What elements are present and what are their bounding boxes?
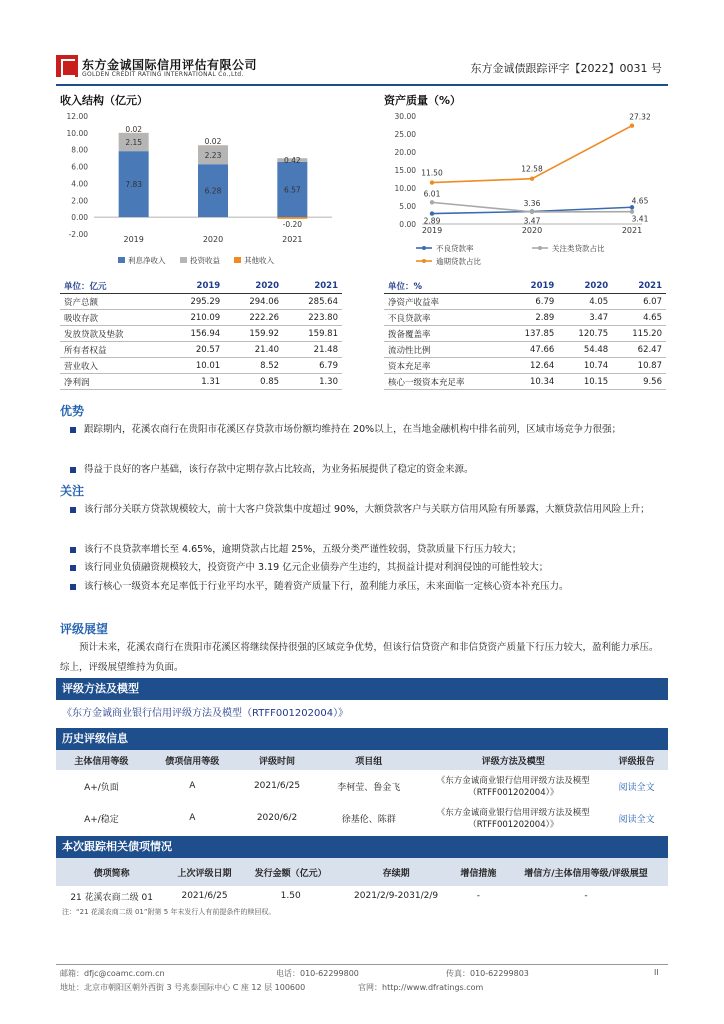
income-structure-chart: [56, 108, 346, 270]
unit-label: 单位：%: [384, 278, 505, 294]
series-line: [432, 126, 632, 183]
legend-label: 不良贷款率: [436, 244, 474, 253]
data-label: 3.47: [523, 216, 541, 226]
year-header: 2019: [505, 278, 559, 294]
col-header: 评级时间: [238, 750, 317, 770]
concerns-heading: 关注: [60, 484, 85, 498]
data-label: 0.02: [204, 137, 222, 147]
asset-chart-title: 资产质量（%）: [384, 94, 462, 107]
cell-value: 47.66: [505, 342, 559, 358]
table-row: [60, 294, 342, 310]
company-name-en: GOLDEN CREDIT RATING INTERNATIONAL Co.,Ltd.: [82, 71, 244, 78]
cell-value: 2.89: [505, 310, 559, 326]
year-header: 2020: [224, 278, 283, 294]
col-header: 增信措施: [453, 858, 504, 886]
table-row: [384, 326, 666, 342]
data-point: [430, 180, 434, 184]
row-label: 所有者权益: [60, 342, 165, 358]
table-row: [60, 342, 342, 358]
company-logo-icon: [56, 55, 78, 77]
cell-value: 137.85: [505, 326, 559, 342]
col-header: 存续期: [339, 858, 452, 886]
cell-value: 6.07: [612, 294, 666, 310]
cell-value: A: [189, 781, 196, 791]
row-label: 吸收存款: [60, 310, 165, 326]
y-tick-label: 12.00: [66, 112, 88, 121]
row-label: 资产总额: [60, 294, 165, 310]
x-tick-label: 2019: [123, 235, 144, 244]
cell-value: 1.50: [280, 891, 301, 901]
cell-value: 《东方金诚商业银行信用评级方法及模型（RTFF001202004）》: [436, 808, 590, 830]
outlook-heading: 评级展望: [60, 622, 109, 636]
table-row: [384, 358, 666, 374]
table-row: [60, 310, 342, 326]
data-label: 0.02: [125, 124, 143, 134]
cell-value: 8.52: [224, 358, 283, 374]
bond-note: 注：“21 花溪农商二级 01”附第 5 年末发行人有前提条件的赎回权。: [62, 908, 276, 916]
row-label: 净资产收益率: [384, 294, 505, 310]
legend-swatch: [234, 257, 241, 263]
cell-value: 10.34: [505, 374, 559, 390]
footer-email: 邮箱：dfjc@coamc.com.cn: [60, 969, 165, 978]
year-header: 2021: [283, 278, 342, 294]
table-row: [60, 374, 342, 390]
y-tick-label: 20.00: [394, 148, 416, 157]
legend-label: 其他收入: [244, 256, 274, 265]
cell-value: A: [189, 813, 196, 823]
data-label: 6.57: [283, 185, 301, 195]
data-point: [630, 123, 634, 127]
y-tick-label: 0.00: [71, 213, 88, 223]
data-point: [430, 200, 434, 204]
cell-value: 李柯莹、鲁金飞: [337, 782, 401, 793]
cell-value: 120.75: [558, 326, 612, 342]
x-tick-label: 2021: [282, 235, 303, 244]
data-label: 11.50: [421, 168, 443, 178]
y-tick-label: 10.00: [66, 128, 88, 138]
data-label: 2.89: [423, 216, 441, 226]
x-tick-label: 2021: [621, 226, 643, 235]
data-point: [430, 211, 434, 215]
row-label: 发放贷款及垫款: [60, 326, 165, 342]
data-label: 6.28: [204, 186, 222, 196]
data-label: 12.58: [521, 164, 543, 174]
cell-value: 2021/6/25: [181, 891, 228, 901]
cell-value: 10.01: [165, 358, 224, 374]
cell-value: 10.87: [612, 358, 666, 374]
row-label: 净利润: [60, 374, 165, 390]
cell-value: 12.64: [505, 358, 559, 374]
table-row: [384, 342, 666, 358]
cell-value: 223.80: [283, 310, 342, 326]
y-tick-label: 25.00: [394, 130, 416, 139]
year-header: 2021: [612, 278, 666, 294]
history-bar: 历史评级信息: [56, 728, 668, 750]
cell-value: -: [476, 891, 480, 901]
row-label: 流动性比例: [384, 342, 505, 358]
data-point: [630, 210, 634, 214]
bonds-table: [56, 858, 668, 906]
cell-value: 4.65: [612, 310, 666, 326]
cell-value: 0.85: [224, 374, 283, 390]
bullet-icon: [70, 467, 76, 473]
cell-value: 21.48: [283, 342, 342, 358]
method-text: 《东方金诚商业银行信用评级方法及模型（RTFF001202004）》: [62, 708, 349, 719]
cell-value: 222.26: [224, 310, 283, 326]
row-label: 不良贷款率: [384, 310, 505, 326]
cell-value: 115.20: [612, 326, 666, 342]
cell-value: 2021/6/25: [253, 781, 301, 791]
cell-value: 1.31: [165, 374, 224, 390]
y-tick-label: 2.00: [71, 196, 88, 206]
data-label: 27.32: [629, 112, 651, 122]
cell-value: -: [584, 891, 588, 901]
cell-value: 《东方金诚商业银行信用评级方法及模型（RTFF001202004）》: [436, 776, 590, 798]
y-tick-label: 10.00: [394, 184, 416, 193]
report-code: 东方金诚债跟踪评字【2022】0031 号: [470, 62, 662, 75]
data-point: [530, 177, 534, 181]
read-full-link[interactable]: 阅读全文: [618, 814, 655, 825]
y-tick-label: -2.00: [68, 230, 88, 239]
table-row: [60, 358, 342, 374]
income-chart-title: 收入结构（亿元）: [60, 94, 148, 107]
col-header: 增信方/主体信用等级/评级展望: [504, 858, 668, 886]
cell-value: 6.79: [505, 294, 559, 310]
cell-value: 295.29: [165, 294, 224, 310]
bullet-icon: [70, 584, 76, 590]
data-point: [530, 210, 534, 214]
footer-fax: 传真：010-62299803: [446, 969, 529, 978]
bullet-icon: [70, 507, 76, 513]
strength-item: 得益于良好的客户基础，该行存款中定期存款占比较高，为业务拓展提供了稳定的资金来源。: [70, 460, 660, 480]
cell-value: 9.56: [612, 374, 666, 390]
table-row: [56, 770, 668, 802]
data-label: 2.15: [125, 138, 143, 148]
cell-value: 10.15: [558, 374, 612, 390]
legend-label: 利息净收入: [128, 256, 166, 265]
bonds-bar: 本次跟踪相关债项情况: [56, 836, 668, 858]
cell-value: 159.92: [224, 326, 283, 342]
x-tick-label: 2020: [202, 235, 224, 244]
y-tick-label: 4.00: [71, 179, 88, 189]
cell-value: 21 花溪农商二级 01: [70, 892, 153, 903]
history-table: [56, 750, 668, 834]
legend-marker: [422, 246, 426, 250]
cell-value: 4.05: [558, 294, 612, 310]
cell-value: A+/稳定: [84, 814, 119, 825]
cell-value: 294.06: [224, 294, 283, 310]
row-label: 资本充足率: [384, 358, 505, 374]
cell-value: 徐基伦、陈群: [341, 814, 396, 825]
y-tick-label: 6.00: [71, 162, 88, 172]
legend-marker: [422, 259, 426, 263]
cell-value: 159.81: [283, 326, 342, 342]
col-header: 债项简称: [56, 858, 167, 886]
cell-value: 54.48: [558, 342, 612, 358]
bullet-icon: [70, 427, 76, 433]
row-label: 拨备覆盖率: [384, 326, 505, 342]
method-bar: 评级方法及模型: [56, 678, 668, 700]
row-label: 核心一级资本充足率: [384, 374, 505, 390]
col-header: 评级方法及模型: [421, 750, 605, 770]
data-label: -0.20: [282, 219, 303, 229]
cell-value: 21.40: [224, 342, 283, 358]
page-number: II: [654, 968, 659, 977]
row-label: 营业收入: [60, 358, 165, 374]
table-row: [384, 374, 666, 390]
legend-marker: [538, 246, 542, 250]
col-header: 评级报告: [605, 750, 668, 770]
unit-label: 单位：亿元: [60, 278, 165, 294]
footer-divider: [56, 964, 668, 965]
data-label: 7.83: [125, 180, 143, 190]
financial-table-right: [384, 278, 666, 390]
y-tick-label: 30.00: [394, 112, 416, 121]
table-row: [384, 294, 666, 310]
year-header: 2019: [165, 278, 224, 294]
concern-item: 该行不良贷款率增长至 4.65%，逾期贷款占比超 25%，五级分类严谨性较弱，贷款质量下行压力较大；: [70, 540, 660, 560]
col-header: 债项信用等级: [147, 750, 238, 770]
cell-value: 10.74: [558, 358, 612, 374]
cell-value: 3.47: [558, 310, 612, 326]
y-tick-label: 8.00: [71, 145, 88, 155]
legend-label: 逾期贷款占比: [436, 257, 481, 266]
legend-label: 关注类贷款占比: [552, 244, 605, 253]
outlook-text: 预计未来，花溪农商行在贵阳市花溪区将继续保持很强的区域竞争优势，但该行信贷资产和非信贷资产质量下行压力较大，盈利能力承压。综上，评级展望维持为负面。: [60, 642, 659, 673]
col-header: 项目组: [316, 750, 421, 770]
col-header: 上次评级日期: [167, 858, 242, 886]
asset-quality-chart: [380, 108, 670, 270]
table-row: [56, 886, 668, 906]
col-header: 发行金额（亿元）: [242, 858, 340, 886]
cell-value: 20.57: [165, 342, 224, 358]
y-tick-label: 0.00: [399, 220, 416, 229]
data-label: 3.41: [631, 214, 649, 224]
legend-swatch: [180, 257, 187, 263]
data-point: [630, 205, 634, 209]
cell-value: 2021/2/9-2031/2/9: [354, 891, 439, 901]
cell-value: 210.09: [165, 310, 224, 326]
cell-value: 2020/6/2: [256, 813, 298, 823]
cell-value: 6.79: [283, 358, 342, 374]
financial-table-left: [60, 278, 342, 390]
bar-segment: [277, 217, 307, 219]
data-label: 6.01: [423, 189, 441, 199]
year-header: 2020: [558, 278, 612, 294]
legend-swatch: [118, 257, 125, 263]
data-label: 2.23: [204, 150, 222, 160]
table-row: [56, 802, 668, 834]
y-tick-label: 15.00: [394, 166, 416, 175]
table-row: [60, 326, 342, 342]
data-label: 3.36: [523, 198, 541, 208]
concern-item: 该行同业负债融资规模较大，投资资产中 3.19 亿元企业债券产生违约，其损益计提对利润侵蚀的可能性较大；: [70, 558, 660, 578]
x-tick-label: 2019: [421, 226, 443, 235]
legend-label: 投资收益: [190, 256, 220, 265]
table-row: [384, 310, 666, 326]
cell-value: A+/负面: [84, 782, 119, 793]
cell-value: 1.30: [283, 374, 342, 390]
read-full-link[interactable]: 阅读全文: [618, 782, 655, 793]
data-label: 0.42: [283, 155, 301, 165]
bullet-icon: [70, 547, 76, 553]
concern-item: 该行核心一级资本充足率低于行业平均水平，随着资产质量下行，盈利能力承压，未来面临一定核心资本补充压力。: [70, 577, 660, 597]
x-tick-label: 2020: [521, 226, 543, 235]
bullet-icon: [70, 565, 76, 571]
footer-phone: 电话：010-62299800: [276, 969, 359, 978]
strength-item: 跟踪期内，花溪农商行在贵阳市花溪区存贷款市场份额均维持在 20%以上，在当地金融机构中排名前列，区域市场竞争力很强；: [70, 420, 660, 440]
cell-value: 285.64: [283, 294, 342, 310]
y-tick-label: 5.00: [399, 202, 416, 211]
header-divider: [56, 84, 668, 86]
strengths-heading: 优势: [60, 404, 85, 418]
footer-address: 地址：北京市朝阳区朝外西街 3 号兆泰国际中心 C 座 12 层 100600: [60, 983, 306, 992]
data-label: 4.65: [631, 196, 649, 206]
company-name: 东方金诚国际信用评估有限公司: [82, 58, 258, 72]
concern-item: 该行部分关联方贷款规模较大，前十大客户贷款集中度超过 90%，大额贷款客户与关联方信用风险有所暴露，大额贷款信用风险上升；: [70, 500, 660, 520]
col-header: 主体信用等级: [56, 750, 147, 770]
cell-value: 62.47: [612, 342, 666, 358]
cell-value: 156.94: [165, 326, 224, 342]
footer-website[interactable]: 官网：http://www.dfratings.com: [358, 983, 484, 992]
